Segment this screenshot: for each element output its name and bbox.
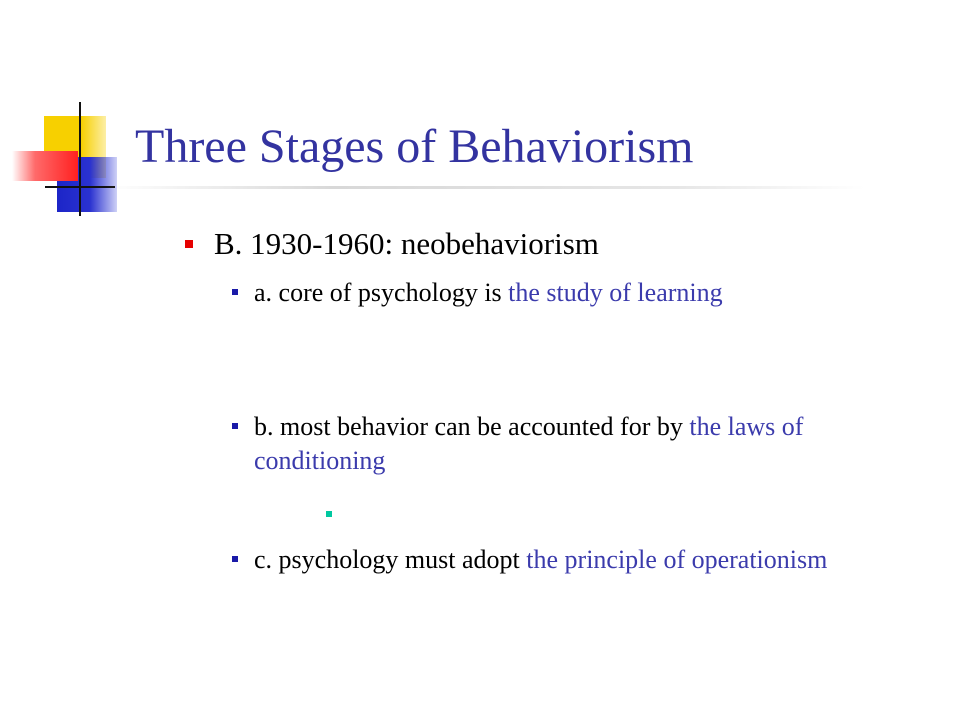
title-underline — [105, 186, 865, 189]
sub-bullet-text — [254, 543, 854, 577]
sub-bullet-text — [254, 276, 854, 310]
blue-square-bullet-icon — [232, 556, 238, 562]
sub-bullet-highlight-text: the study of learning — [508, 278, 723, 307]
sub-bullet-highlight-text: the laws of conditioning — [254, 412, 804, 475]
sub-bullet-text — [254, 410, 854, 478]
teal-square-bullet-icon — [326, 511, 332, 517]
sub-bullet-plain-text: a. core of psychology is — [254, 278, 509, 307]
sub-bullet-plain-text: c. psychology must adopt — [254, 545, 527, 574]
logo-red-bar — [12, 151, 78, 181]
logo-vertical-line — [79, 102, 81, 216]
sub-bullet-plain-text: b. most behavior can be accounted for by — [254, 412, 690, 441]
heading-bullet-text: B. 1930-1960: neobehaviorism — [214, 226, 599, 261]
blue-square-bullet-icon — [232, 289, 238, 295]
blue-square-bullet-icon — [232, 423, 238, 429]
sub-bullet-highlight-text: the principle of operationism — [526, 545, 828, 574]
red-square-bullet-icon — [185, 240, 193, 248]
slide-title: Three Stages of Behaviorism — [135, 120, 694, 173]
